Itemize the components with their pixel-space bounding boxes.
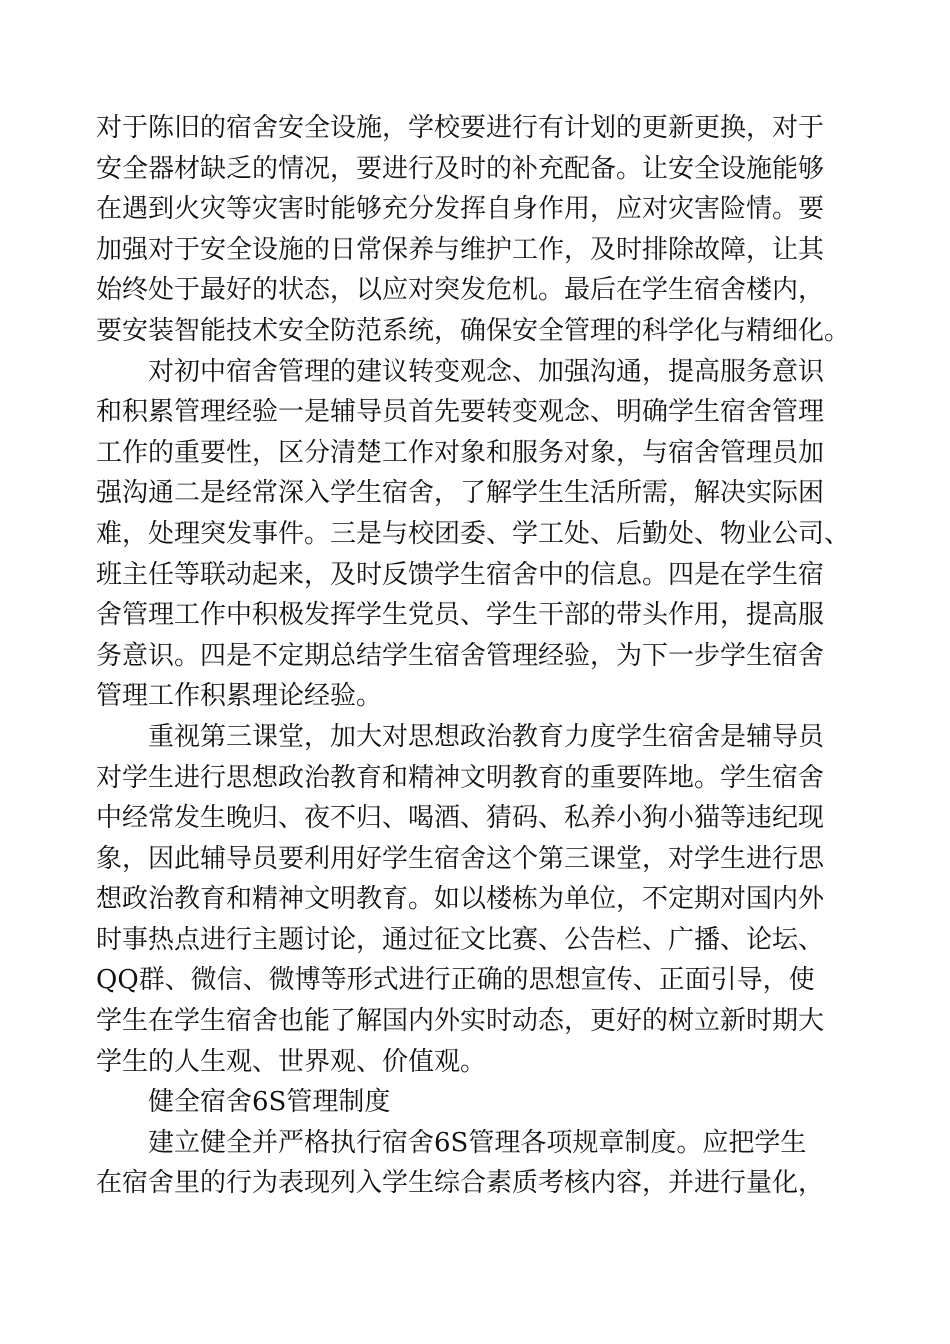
text-line: 学生的人生观、世界观、价值观。 — [96, 1046, 487, 1077]
text-line: QQ群、微信、微博等形式进行正确的思想宣传、正面引导，使 — [96, 965, 815, 996]
text-line: 时事热点进行主题讨论，通过征文比赛、公告栏、广播、论坛、 — [96, 924, 825, 955]
text-line: 班主任等联动起来，及时反馈学生宿舍中的信息。四是在学生宿 — [96, 559, 825, 590]
text-line: 加强对于安全设施的日常保养与维护工作，及时排除故障，让其 — [96, 234, 825, 265]
text-line: 要安装智能技术安全防范系统，确保安全管理的科学化与精细化。 — [96, 315, 851, 346]
text-line: 工作的重要性，区分清楚工作对象和服务对象，与宿舍管理员加 — [96, 437, 825, 468]
text-line: 中经常发生晚归、夜不归、喝酒、猜码、私养小狗小猫等违纪现 — [96, 803, 825, 834]
paragraph-first-line: 建立健全并严格执行宿舍6S管理各项规章制度。应把学生 — [148, 1127, 807, 1158]
text-line: 对于陈旧的宿舍安全设施，学校要进行有计划的更新更换，对于 — [96, 113, 825, 143]
paragraph-first-line: 对初中宿舍管理的建议转变观念、加强沟通，提高服务意识 — [148, 356, 825, 387]
document-body — [96, 108, 876, 1204]
text-line: 安全器材缺乏的情况，要进行及时的补充配备。让安全设施能够 — [96, 153, 825, 184]
text-line: 舍管理工作中积极发挥学生党员、学生干部的带头作用，提高服 — [96, 600, 825, 631]
text-line: 强沟通二是经常深入学生宿舍，了解学生生活所需，解决实际困 — [96, 478, 825, 509]
text-line: 对学生进行思想政治教育和精神文明教育的重要阵地。学生宿舍 — [96, 762, 825, 793]
text-line: 始终处于最好的状态，以应对突发危机。最后在学生宿舍楼内， — [96, 275, 825, 306]
text-line: 务意识。四是不定期总结学生宿舍管理经验，为下一步学生宿舍 — [96, 640, 825, 671]
text-line: 在遇到火灾等灾害时能够充分发挥自身作用，应对灾害险情。要 — [96, 194, 825, 225]
section-heading: 健全宿舍6S管理制度 — [148, 1087, 391, 1118]
paragraph-first-line: 重视第三课堂，加大对思想政治教育力度学生宿舍是辅导员 — [148, 721, 825, 752]
text-line: 学生在学生宿舍也能了解国内外实时动态，更好的树立新时期大 — [96, 1006, 825, 1037]
text-line: 和积累管理经验一是辅导员首先要转变观念、明确学生宿舍管理 — [96, 397, 825, 428]
text-line: 管理工作积累理论经验。 — [96, 681, 383, 712]
text-line: 在宿舍里的行为表现列入学生综合素质考核内容，并进行量化， — [96, 1168, 825, 1199]
text-line: 难，处理突发事件。三是与校团委、学工处、后勤处、物业公司、 — [96, 518, 851, 549]
text-line: 想政治教育和精神文明教育。如以楼栋为单位，不定期对国内外 — [96, 884, 825, 915]
text-line: 象，因此辅导员要利用好学生宿舍这个第三课堂，对学生进行思 — [96, 843, 825, 874]
